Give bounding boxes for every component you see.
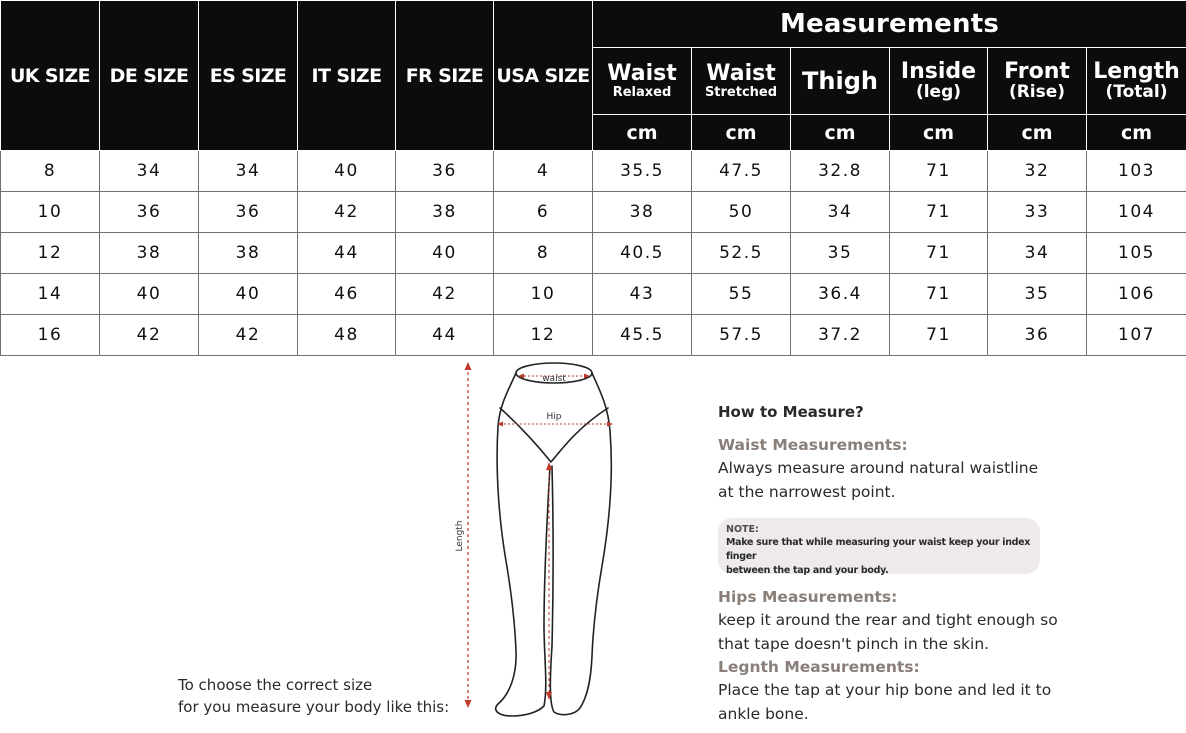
cell-uk-size: 10 (1, 192, 100, 233)
header-waist-stretched (692, 48, 791, 115)
cell-length-total: 107 (1087, 315, 1186, 356)
cell-waist-stretched: 57.5 (692, 315, 791, 356)
hip-label: Hip (546, 412, 562, 422)
header-waist-relaxed (593, 48, 692, 115)
cell-usa-size: 6 (494, 192, 593, 233)
cell-es-size: 38 (199, 233, 298, 274)
header-uk-size: UK SIZE (1, 1, 100, 151)
cell-it-size: 40 (298, 151, 396, 192)
header-inside-leg (890, 48, 988, 115)
unit-label: cm (593, 115, 692, 151)
measurements-title: Measurements (593, 1, 1186, 48)
cell-uk-size: 14 (1, 274, 100, 315)
waist-heading: Waist Measurements: (718, 436, 908, 454)
cell-front-rise: 35 (988, 274, 1087, 315)
cell-usa-size: 10 (494, 274, 593, 315)
cell-es-size: 36 (199, 192, 298, 233)
cell-length-total: 106 (1087, 274, 1186, 315)
how-to-measure-panel (718, 402, 1178, 726)
length-text-line-1: Place the tap at your hip bone and led it to (718, 681, 1052, 699)
cell-thigh: 37.2 (791, 315, 890, 356)
cell-thigh: 36.4 (791, 274, 890, 315)
legs-illustration (440, 356, 640, 726)
cell-es-size: 42 (199, 315, 298, 356)
header-front-rise (988, 48, 1087, 115)
choose-size-caption (178, 674, 449, 718)
cell-length-total: 104 (1087, 192, 1186, 233)
cell-waist-relaxed: 45.5 (593, 315, 692, 356)
table-row (1, 315, 1186, 356)
unit-label: cm (988, 115, 1087, 151)
cell-fr-size: 38 (396, 192, 494, 233)
cell-de-size: 34 (100, 151, 199, 192)
cell-uk-size: 16 (1, 315, 100, 356)
header-main-label: Waist (607, 61, 677, 86)
cell-front-rise: 36 (988, 315, 1087, 356)
cell-length-total: 105 (1087, 233, 1186, 274)
header-sub-label: Stretched (704, 85, 778, 100)
cell-de-size: 36 (100, 192, 199, 233)
header-sub-label: (Rise) (1008, 82, 1066, 102)
cell-it-size: 42 (298, 192, 396, 233)
note-text-line-2: between the tap and your body. (726, 565, 889, 576)
cell-uk-size: 8 (1, 151, 100, 192)
cell-waist-relaxed: 35.5 (593, 151, 692, 192)
length-text-line-2: ankle bone. (718, 705, 809, 723)
table-row (1, 151, 1186, 192)
table-row (1, 192, 1186, 233)
size-chart-table (0, 0, 1186, 356)
cell-waist-stretched: 52.5 (692, 233, 791, 274)
header-it-size: IT SIZE (298, 1, 396, 151)
size-table-body (1, 151, 1186, 356)
cell-fr-size: 42 (396, 274, 494, 315)
cell-waist-relaxed: 38 (593, 192, 692, 233)
header-usa-size: USA SIZE (494, 1, 593, 151)
hips-heading: Hips Measurements: (718, 588, 898, 606)
cell-inside-leg: 71 (890, 274, 988, 315)
cell-de-size: 40 (100, 274, 199, 315)
cell-thigh: 34 (791, 192, 890, 233)
choose-line-2: for you measure your body like this: (178, 698, 450, 716)
header-main-label: Front (1004, 59, 1070, 84)
cell-inside-leg: 71 (890, 315, 988, 356)
cell-es-size: 34 (199, 151, 298, 192)
waist-text-line-1: Always measure around natural waistline (718, 459, 1039, 477)
header-de-size: DE SIZE (100, 1, 199, 151)
header-main-label: Waist (706, 61, 776, 86)
unit-label: cm (1087, 115, 1186, 151)
cell-fr-size: 36 (396, 151, 494, 192)
cell-length-total: 103 (1087, 151, 1186, 192)
cell-waist-stretched: 47.5 (692, 151, 791, 192)
cell-inside-leg: 71 (890, 233, 988, 274)
cell-de-size: 38 (100, 233, 199, 274)
cell-fr-size: 40 (396, 233, 494, 274)
cell-it-size: 46 (298, 274, 396, 315)
cell-thigh: 35 (791, 233, 890, 274)
cell-waist-relaxed: 43 (593, 274, 692, 315)
header-main-label: Length (1093, 59, 1180, 84)
waist-label: waist (542, 374, 566, 384)
header-main-label: Inside (900, 59, 977, 84)
cell-front-rise: 33 (988, 192, 1087, 233)
header-sub-label: (leg) (915, 82, 962, 102)
cell-usa-size: 4 (494, 151, 593, 192)
length-label: Length (455, 520, 465, 552)
cell-it-size: 48 (298, 315, 396, 356)
header-length-total (1087, 48, 1186, 115)
header-main-label: Thigh (802, 67, 878, 95)
note-label: NOTE: (726, 524, 759, 535)
unit-label: cm (890, 115, 988, 151)
header-thigh (791, 48, 890, 115)
waist-text-line-2: at the narrowest point. (718, 483, 896, 501)
hips-text-line-2: that tape doesn't pinch in the skin. (718, 635, 990, 653)
cell-waist-relaxed: 40.5 (593, 233, 692, 274)
header-fr-size: FR SIZE (396, 1, 494, 151)
cell-fr-size: 44 (396, 315, 494, 356)
choose-line-1: To choose the correct size (178, 676, 373, 694)
cell-inside-leg: 71 (890, 192, 988, 233)
cell-inside-leg: 71 (890, 151, 988, 192)
table-row (1, 274, 1186, 315)
cell-it-size: 44 (298, 233, 396, 274)
unit-label: cm (791, 115, 890, 151)
cell-de-size: 42 (100, 315, 199, 356)
cell-front-rise: 34 (988, 233, 1087, 274)
cell-es-size: 40 (199, 274, 298, 315)
cell-waist-stretched: 55 (692, 274, 791, 315)
table-row (1, 233, 1186, 274)
note-text-line-1: Make sure that while measuring your waist keep your index finger (726, 537, 1031, 562)
unit-label: cm (692, 115, 791, 151)
how-to-measure-title: How to Measure? (718, 403, 864, 421)
cell-uk-size: 12 (1, 233, 100, 274)
cell-front-rise: 32 (988, 151, 1087, 192)
hips-text-line-1: keep it around the rear and tight enough so (718, 611, 1058, 629)
cell-usa-size: 12 (494, 315, 593, 356)
header-sub-label: Relaxed (612, 85, 672, 100)
length-arrow (465, 362, 472, 708)
note-box (718, 518, 1040, 574)
header-sub-label: (Total) (1105, 82, 1168, 102)
cell-thigh: 32.8 (791, 151, 890, 192)
header-es-size: ES SIZE (199, 1, 298, 151)
length-heading: Legnth Measurements: (718, 658, 920, 676)
cell-usa-size: 8 (494, 233, 593, 274)
cell-waist-stretched: 50 (692, 192, 791, 233)
